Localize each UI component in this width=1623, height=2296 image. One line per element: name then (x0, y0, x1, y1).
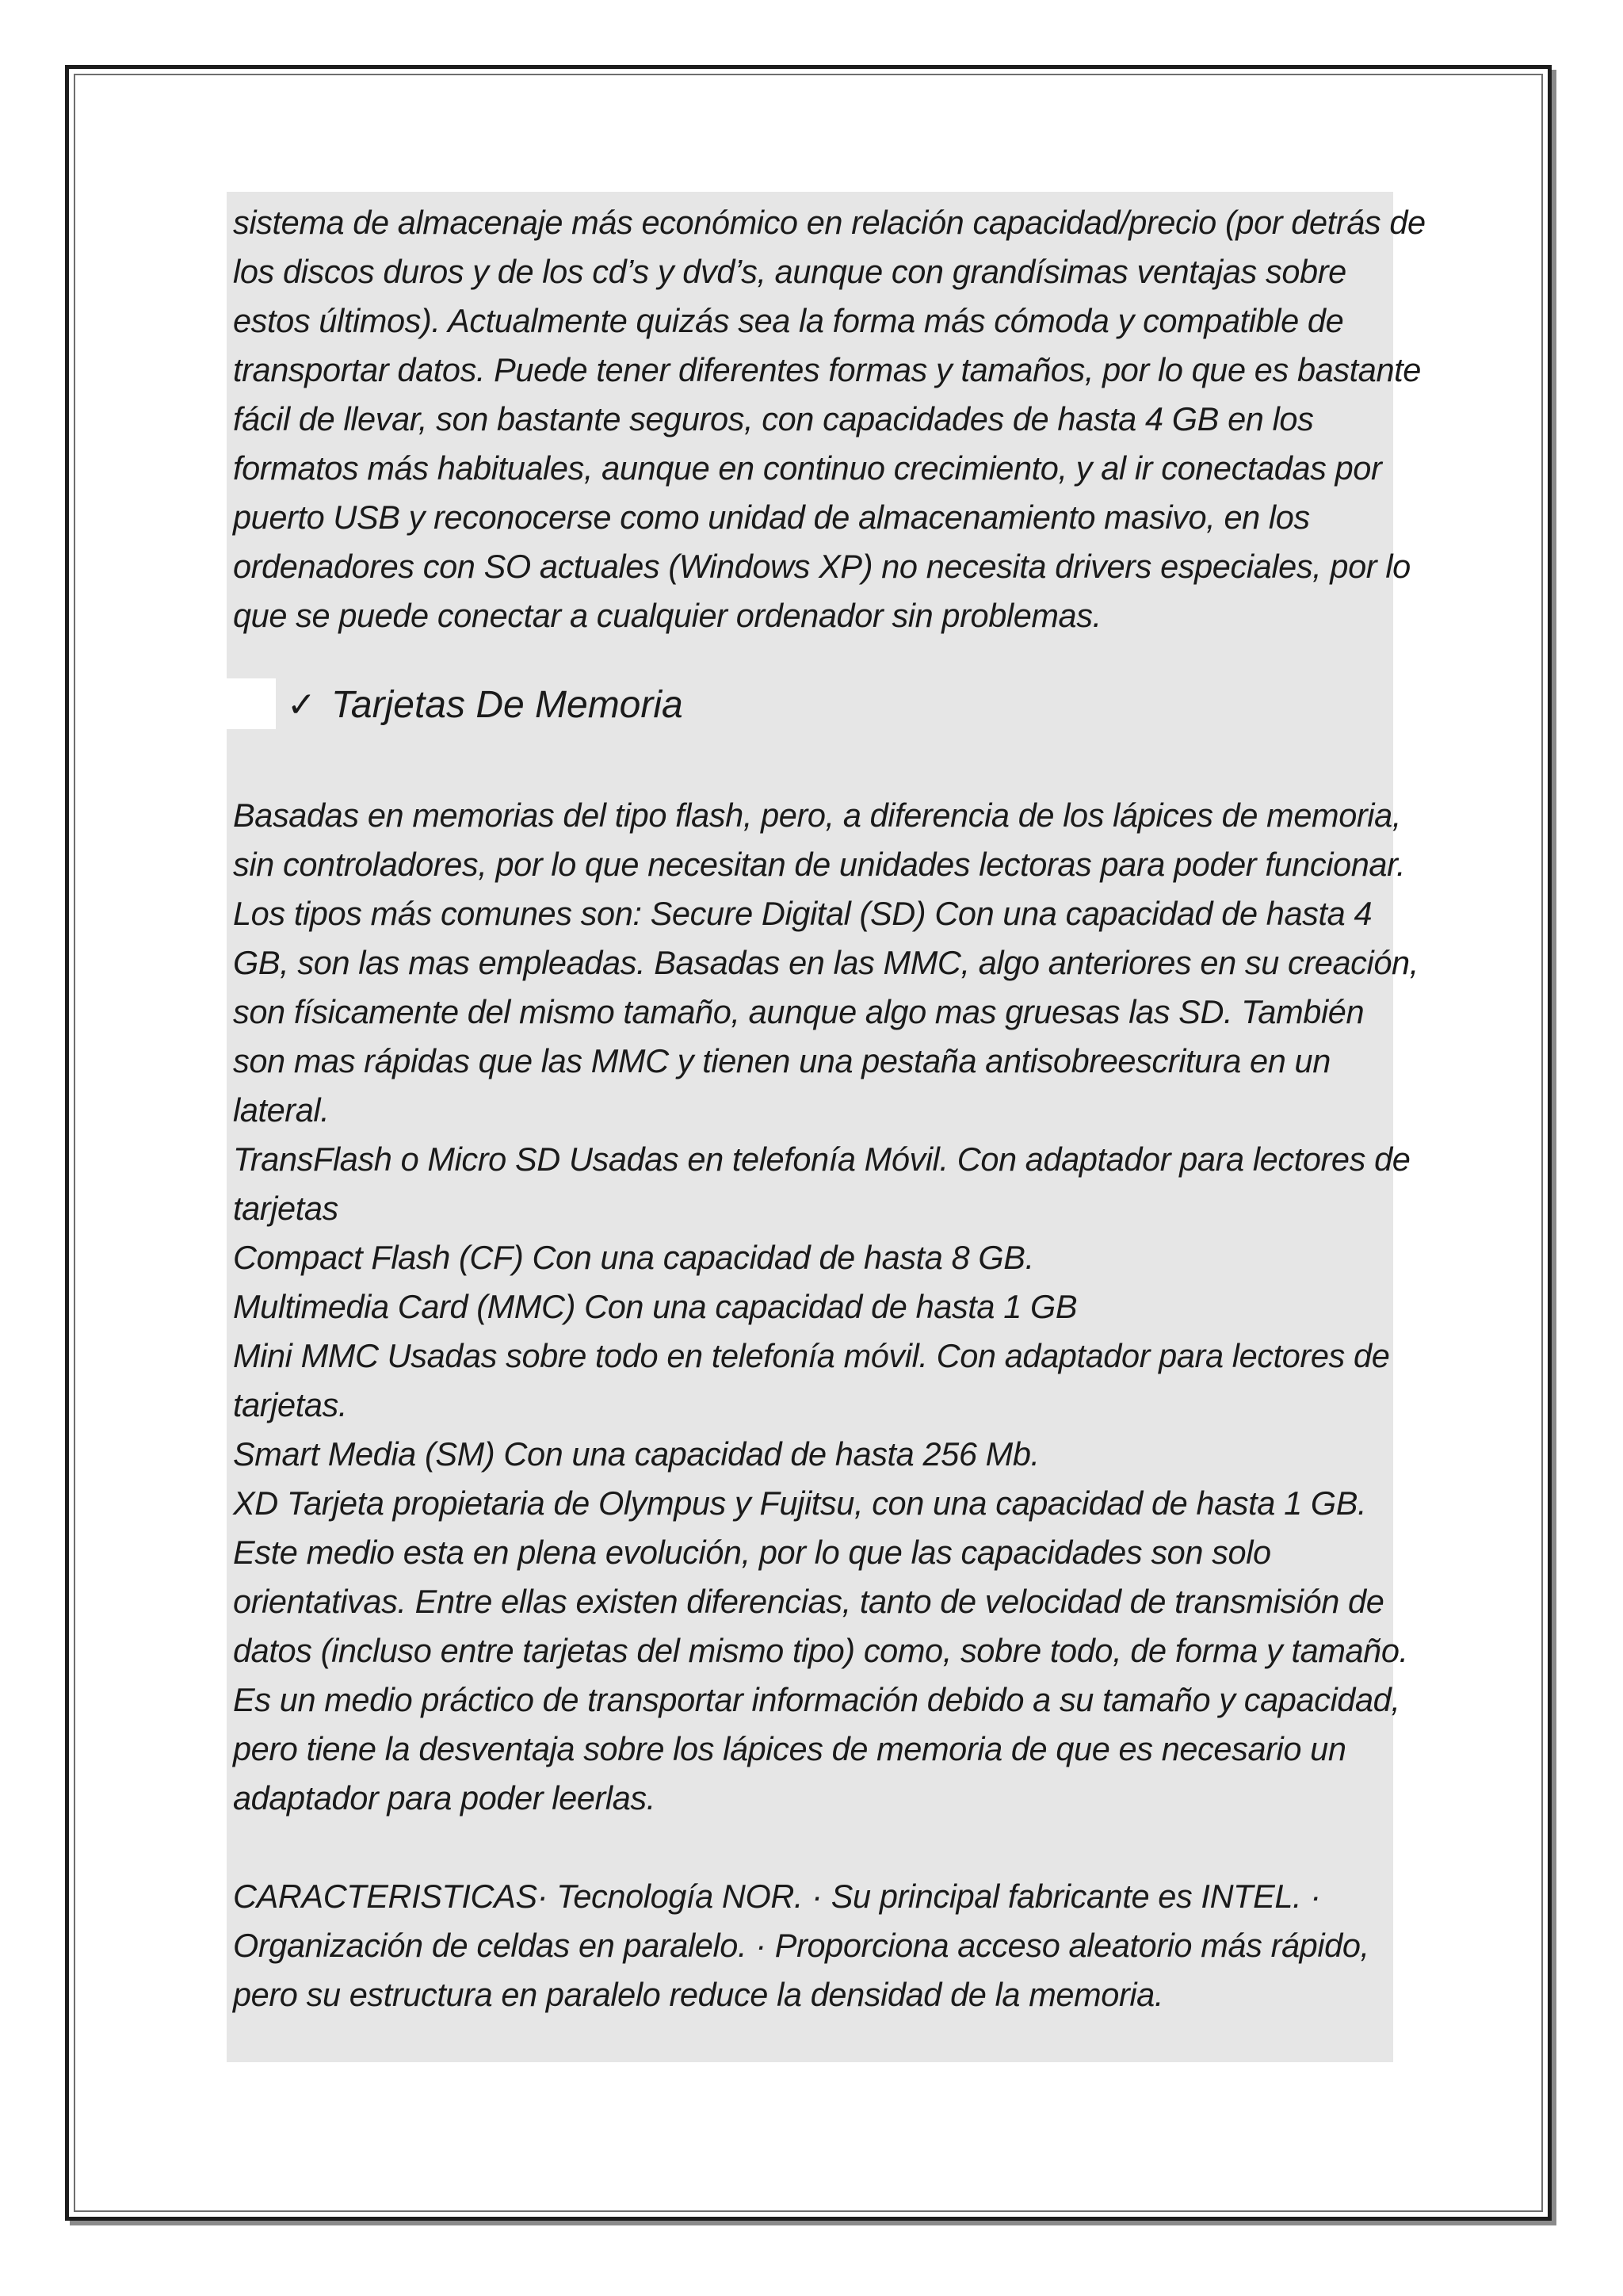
text-line: Smart Media (SM) Con una capacidad de hasta 256 Mb. (233, 1435, 1040, 1473)
text-line: lateral. (233, 1091, 330, 1129)
text-line: Organización de celdas en paralelo. · Proporciona acceso aleatorio más rápido, (233, 1927, 1369, 1964)
heading-marker (227, 678, 276, 729)
text-line: transportar datos. Puede tener diferentes formas y tamaños, por lo que es bastante (233, 351, 1421, 388)
check-icon: ✓ (287, 685, 316, 725)
text-line: Es un medio práctico de transportar información debido a su tamaño y capacidad, (233, 1681, 1400, 1718)
text-line: formatos más habituales, aunque en continuo crecimiento, y al ir conectadas por (233, 449, 1382, 487)
text-line: tarjetas (233, 1190, 338, 1227)
text-line: Multimedia Card (MMC) Con una capacidad de hasta 1 GB (233, 1288, 1078, 1325)
text-line: sin controladores, por lo que necesitan de unidades lectoras para poder funcionar. (233, 846, 1406, 883)
text-line: GB, son las mas empleadas. Basadas en las MMC, algo anteriores en su creación, (233, 944, 1419, 981)
text-line: fácil de llevar, son bastante seguros, con capacidades de hasta 4 GB en los (233, 400, 1314, 437)
text-line: puerto USB y reconocerse como unidad de almacenamiento masivo, en los (233, 499, 1310, 536)
paragraph-spacer (233, 1823, 1388, 1872)
text-line: que se puede conectar a cualquier ordenador sin problemas. (233, 597, 1102, 634)
paragraph-3 (233, 1872, 1388, 2019)
text-line: pero su estructura en paralelo reduce la densidad de la memoria. (233, 1976, 1163, 2013)
text-line: Los tipos más comunes son: Secure Digital (SD) Con una capacidad de hasta 4 (233, 895, 1373, 932)
content-area (227, 192, 1426, 2062)
heading-title: Tarjetas De Memoria (331, 684, 683, 726)
section-heading (233, 677, 1388, 750)
text-line: adaptador para poder leerlas. (233, 1779, 655, 1817)
text-line: Mini MMC Usadas sobre todo en telefonía móvil. Con adaptador para lectores de (233, 1337, 1390, 1374)
paragraph-2 (233, 791, 1419, 1823)
text-line: son mas rápidas que las MMC y tienen una pestaña antisobreescritura en un (233, 1042, 1331, 1079)
text-line: son físicamente del mismo tamaño, aunque algo mas gruesas las SD. También (233, 993, 1365, 1030)
text-line: XD Tarjeta propietaria de Olympus y Fujitsu, con una capacidad de hasta 1 GB. (233, 1484, 1367, 1522)
text-line: Basadas en memorias del tipo flash, pero, a diferencia de los lápices de memoria, (233, 797, 1401, 834)
paragraph-1 (233, 198, 1426, 640)
text-line: orientativas. Entre ellas existen diferencias, tanto de velocidad de transmisión de (233, 1583, 1384, 1620)
text-line: Este medio esta en plena evolución, por lo que las capacidades son solo (233, 1534, 1271, 1571)
text-line: TransFlash o Micro SD Usadas en telefonía Móvil. Con adaptador para lectores de (233, 1140, 1411, 1178)
text-line: sistema de almacenaje más económico en relación capacidad/precio (por detrás de (233, 204, 1426, 241)
text-line: tarjetas. (233, 1386, 348, 1423)
text-line: ordenadores con SO actuales (Windows XP) no necesita drivers especiales, por lo (233, 548, 1411, 585)
text-line: estos últimos). Actualmente quizás sea la forma más cómoda y compatible de (233, 302, 1344, 339)
text-line: CARACTERISTICAS· Tecnología NOR. · Su principal fabricante es INTEL. · (233, 1878, 1321, 1915)
text-line: los discos duros y de los cd’s y dvd’s, aunque con grandísimas ventajas sobre (233, 253, 1346, 290)
text-line: pero tiene la desventaja sobre los lápices de memoria de que es necesario un (233, 1730, 1346, 1767)
text-line: datos (incluso entre tarjetas del mismo tipo) como, sobre todo, de forma y tamaño. (233, 1632, 1408, 1669)
text-line: Compact Flash (CF) Con una capacidad de hasta 8 GB. (233, 1239, 1034, 1276)
